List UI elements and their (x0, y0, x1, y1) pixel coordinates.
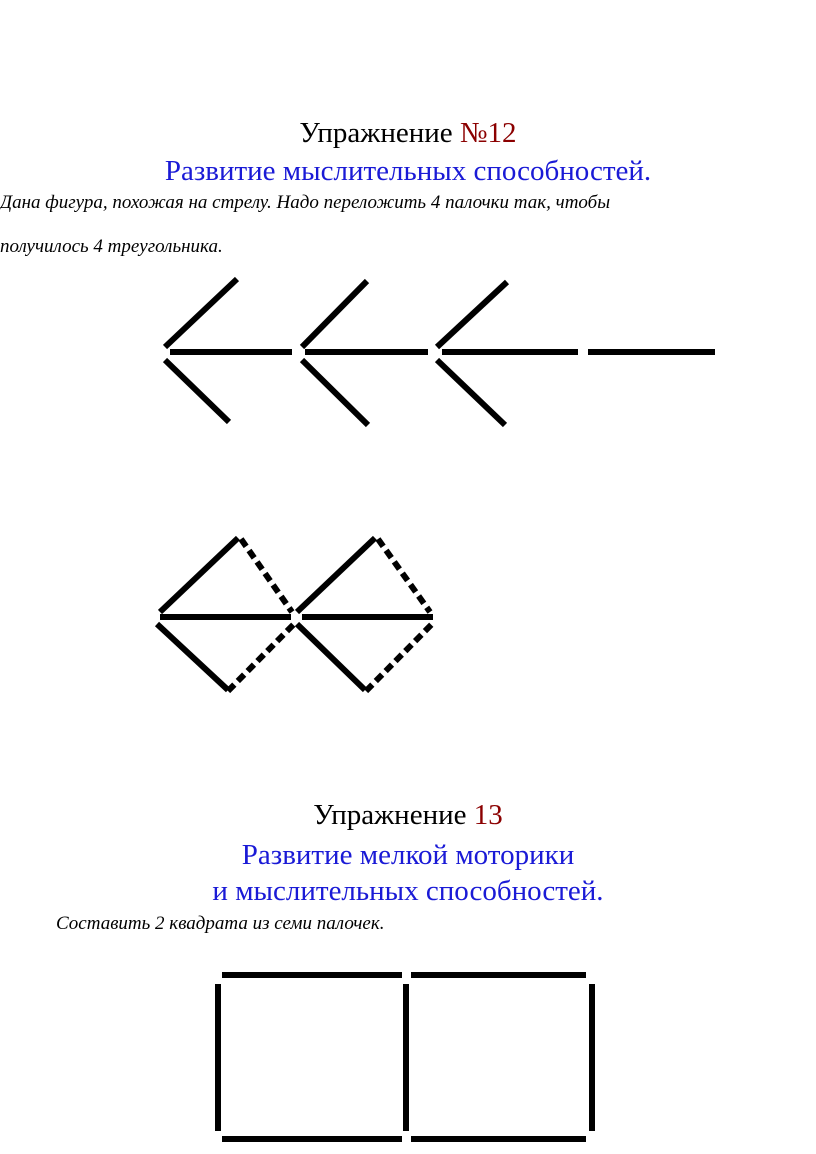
exercise-12-number: №12 (459, 117, 517, 149)
exercise-13-subtitle-line1: Развитие мелкой моторики (241, 839, 575, 871)
arrow-stick (165, 279, 237, 347)
exercise-13-number: 13 (473, 799, 503, 831)
arrow-stick (302, 360, 368, 425)
dashed-stick (241, 539, 292, 612)
solid-stick (160, 538, 238, 612)
triangles-solution-figure (157, 538, 433, 691)
exercise-12-task-line1: Дана фигура, похожая на стрелу. Надо переложить 4 палочки так, чтобы (0, 192, 611, 213)
arrow-stick (302, 281, 367, 347)
solid-stick (157, 624, 228, 690)
exercise-13-title (0, 798, 816, 832)
arrow-stick (437, 282, 507, 347)
exercise-13-word: Упражнение (313, 799, 467, 831)
solid-stick (297, 624, 365, 690)
solid-stick (297, 538, 375, 612)
arrow-stick (437, 360, 505, 425)
exercise-12-task-line2: получилось 4 треугольника. (0, 236, 223, 257)
exercise-12-word: Упражнение (299, 117, 453, 149)
exercise-13-task: Составить 2 квадрата из семи палочек. (56, 913, 385, 934)
two-squares-figure (218, 975, 592, 1139)
dashed-stick (378, 539, 430, 612)
exercise-13-subtitle-line2: и мыслительных способностей. (212, 875, 604, 907)
dashed-stick (228, 624, 294, 691)
dashed-stick (366, 624, 432, 691)
arrow-stick (165, 360, 229, 422)
exercise-12-subtitle: Развитие мыслительных способностей. (164, 155, 652, 187)
arrow-figure (165, 279, 715, 425)
